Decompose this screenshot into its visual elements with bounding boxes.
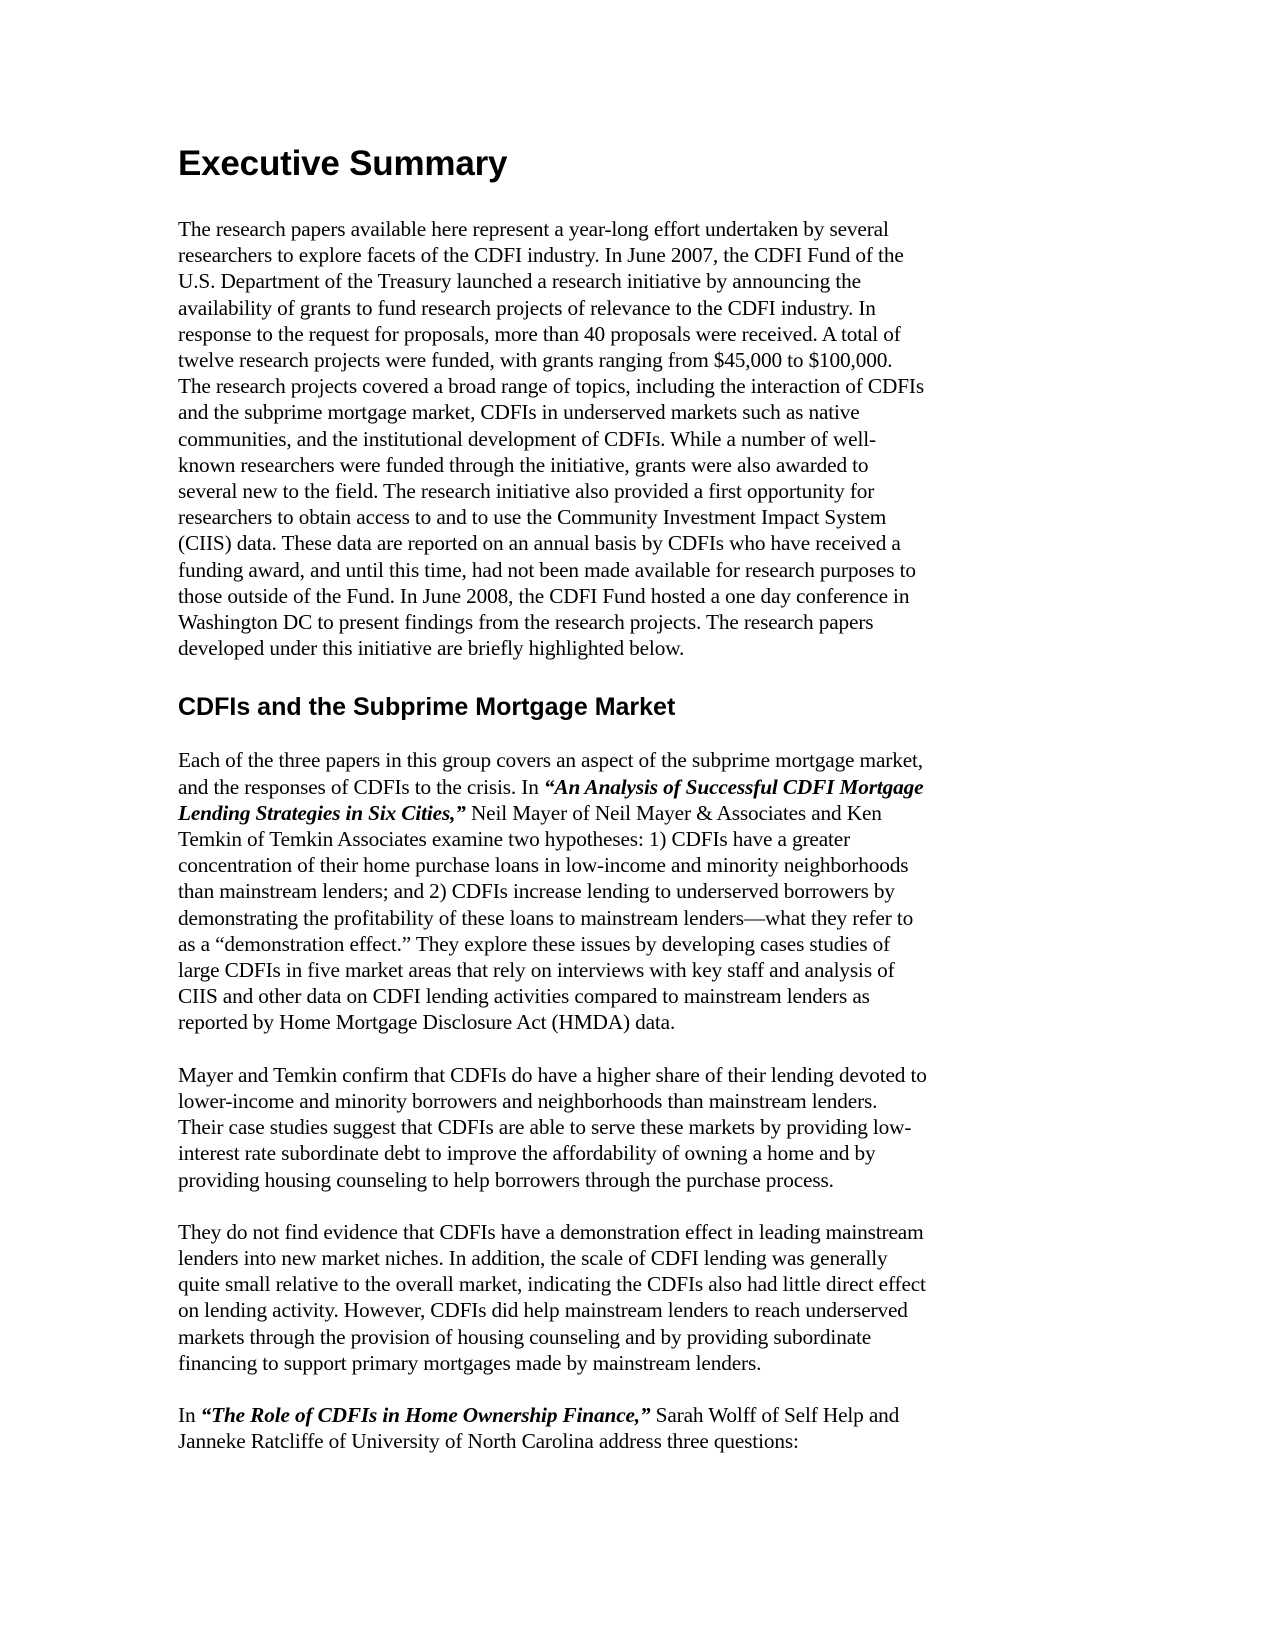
text-run: Sarah Wolff of Self Help and [650,1402,900,1427]
text-line: CIIS and other data on CDFI lending activities compared to mainstream lenders as [178,984,870,1009]
page-title: Executive Summary [178,144,508,183]
paper-title: “An Analysis of Successful CDFI Mortgage [543,774,924,799]
subprime-paragraph-4 [178,1402,1048,1454]
paper-title: “The Role of CDFIs in Home Ownership Finance,” [200,1402,651,1427]
text-line: and the subprime mortgage market, CDFIs in underserved markets such as native [178,400,860,425]
text-line [178,774,1048,800]
text-run: and the responses of CDFIs to the crisis. In [178,774,544,799]
paper-title: Lending Strategies in Six Cities,” [178,800,466,825]
text-line: twelve research projects were funded, with grants ranging from $45,000 to $100,000. [178,348,893,373]
text-line: (CIIS) data. These data are reported on an annual basis by CDFIs who have received a [178,531,901,556]
text-line: Temkin of Temkin Associates examine two hypotheses: 1) CDFIs have a greater [178,827,851,852]
text-run: Neil Mayer of Neil Mayer & Associates and Ken [465,800,882,825]
text-line: lenders into new market niches. In addition, the scale of CDFI lending was generally [178,1245,888,1270]
text-line: Washington DC to present findings from the research projects. The research papers [178,610,874,635]
subprime-paragraph-2 [178,1062,1048,1193]
text-line: researchers to explore facets of the CDFI industry. In June 2007, the CDFI Fund of the [178,243,904,268]
text-line: markets through the provision of housing counseling and by providing subordinate [178,1324,872,1349]
text-line: U.S. Department of the Treasury launched a research initiative by announcing the [178,269,861,294]
text-line: than mainstream lenders; and 2) CDFIs increase lending to underserved borrowers by [178,879,895,904]
text-line: concentration of their home purchase loans in low-income and minority neighborhoods [178,853,909,878]
text-line: The research papers available here represent a year-long effort undertaken by several [178,217,889,241]
section-heading: CDFIs and the Subprime Mortgage Market [178,693,676,722]
intro-paragraph [178,216,1048,661]
text-line: availability of grants to fund research projects of relevance to the CDFI industry. In [178,295,876,320]
text-line: on lending activity. However, CDFIs did help mainstream lenders to reach underserved [178,1298,908,1323]
document-page [178,140,1048,1480]
text-line: several new to the field. The research initiative also provided a first opportunity for [178,479,875,504]
text-line: large CDFIs in five market areas that rely on interviews with key staff and analysis of [178,958,895,983]
text-line: quite small relative to the overall market, indicating the CDFIs also had little direct effect [178,1272,926,1297]
text-line: as a “demonstration effect.” They explore these issues by developing cases studies of [178,931,891,956]
text-line: developed under this initiative are briefly highlighted below. [178,636,685,661]
text-line: known researchers were funded through the initiative, grants were also awarded to [178,452,869,477]
text-line: Each of the three papers in this group covers an aspect of the subprime mortgage market, [178,748,923,773]
text-line: those outside of the Fund. In June 2008, the CDFI Fund hosted a one day conference in [178,583,910,608]
text-line: They do not find evidence that CDFIs have a demonstration effect in leading mainstream [178,1219,924,1244]
text-line: Mayer and Temkin confirm that CDFIs do have a higher share of their lending devoted to [178,1062,927,1087]
text-line: communities, and the institutional development of CDFIs. While a number of well- [178,426,876,451]
text-line: funding award, and until this time, had not been made available for research purposes to [178,557,916,582]
text-line: researchers to obtain access to and to use the Community Investment Impact System [178,505,887,530]
subprime-paragraph-3 [178,1219,1048,1376]
text-run: In [178,1402,201,1427]
text-line [178,800,1048,826]
text-line: providing housing counseling to help borrowers through the purchase process. [178,1167,834,1192]
text-line: interest rate subordinate debt to improve the affordability of owning a home and by [178,1141,876,1166]
text-line: The research projects covered a broad range of topics, including the interaction of CDFIs [178,374,924,399]
text-line [178,1402,1048,1428]
text-line: financing to support primary mortgages made by mainstream lenders. [178,1350,762,1375]
text-line: response to the request for proposals, more than 40 proposals were received. A total of [178,321,901,346]
text-line: Their case studies suggest that CDFIs are able to serve these markets by providing low- [178,1115,912,1140]
text-line: lower-income and minority borrowers and neighborhoods than mainstream lenders. [178,1088,878,1113]
text-line: demonstrating the profitability of these loans to mainstream lenders—what they refer to [178,905,914,930]
text-line: Janneke Ratcliffe of University of North Carolina address three questions: [178,1429,799,1454]
subprime-paragraph-1 [178,747,1048,1035]
text-line: reported by Home Mortgage Disclosure Act (HMDA) data. [178,1010,676,1035]
